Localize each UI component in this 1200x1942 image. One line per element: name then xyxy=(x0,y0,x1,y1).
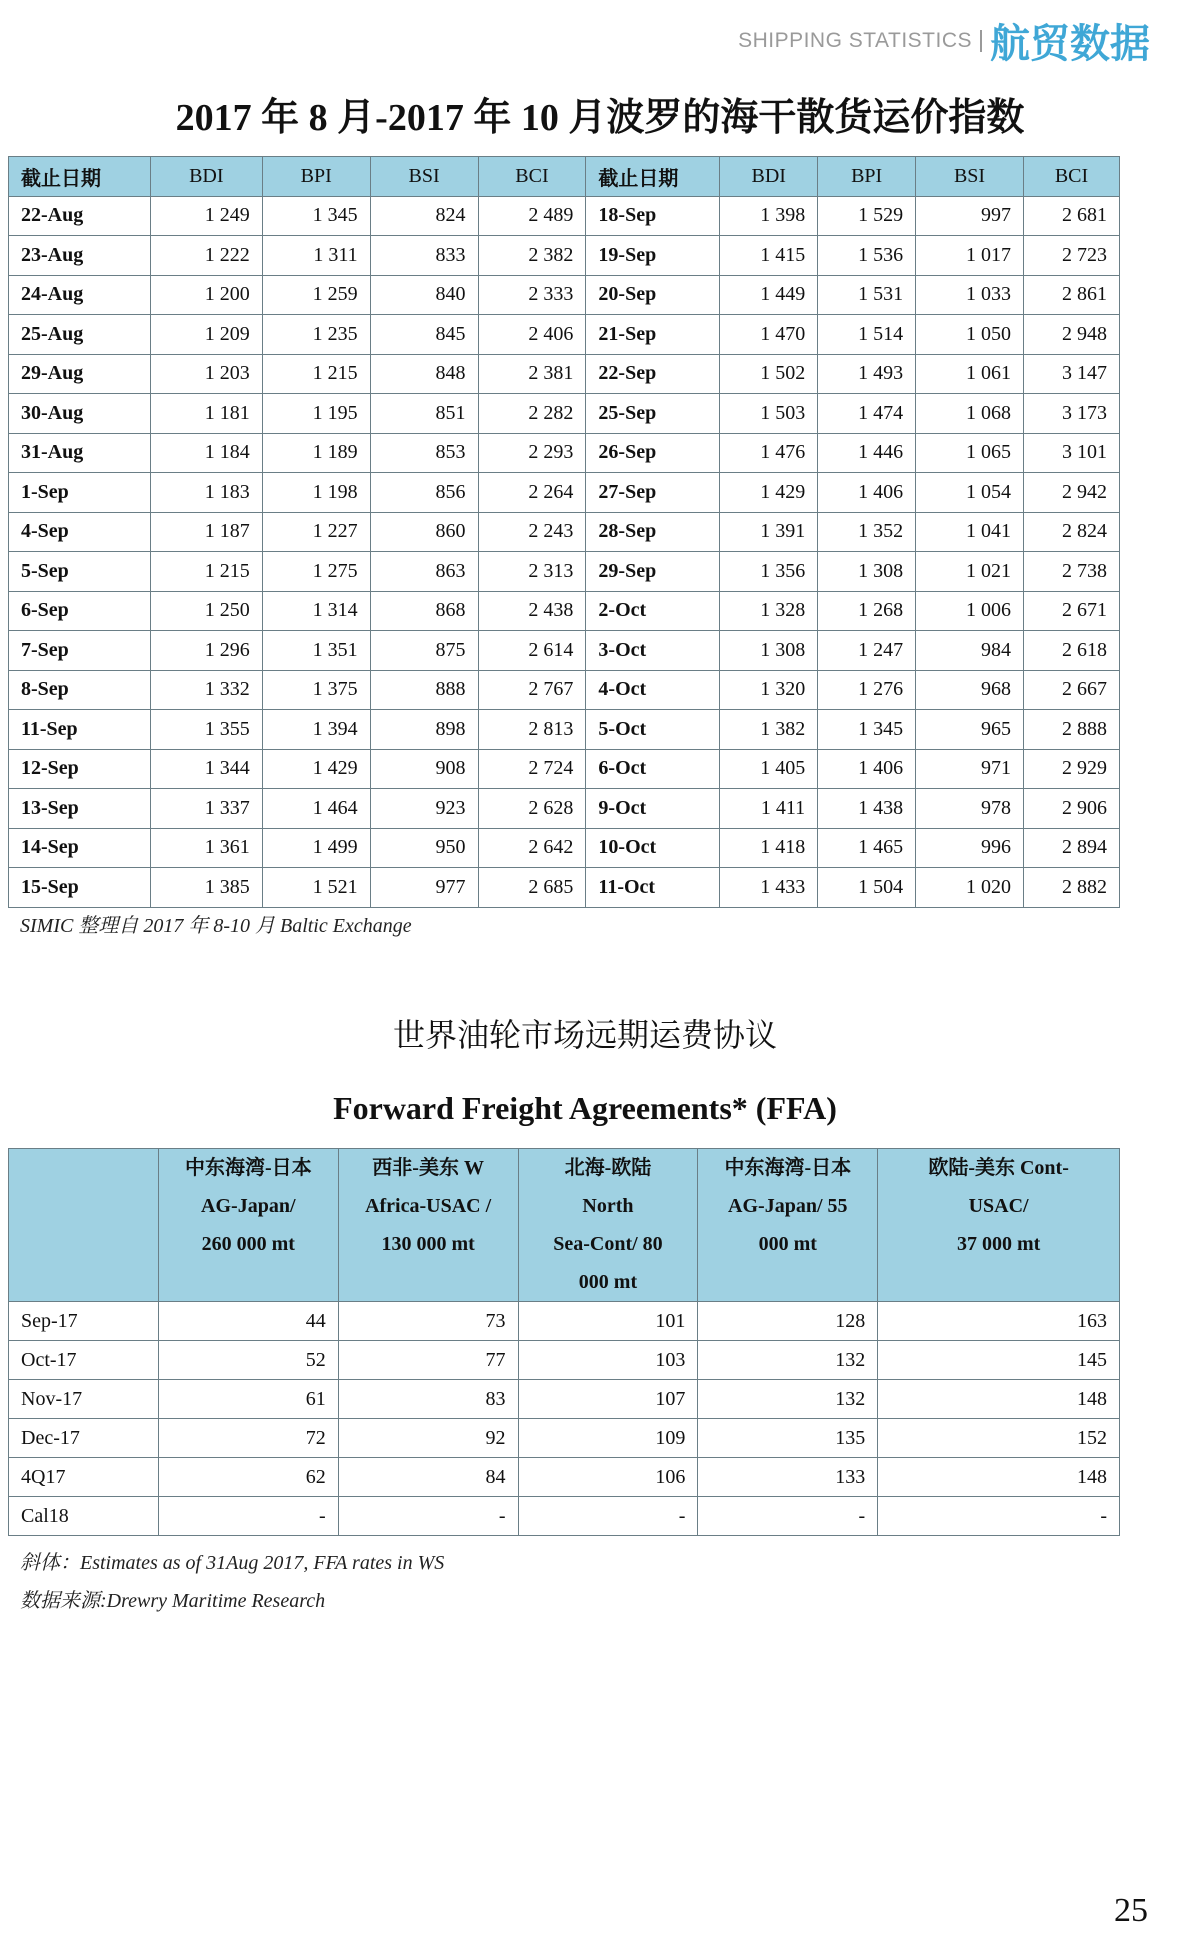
bdi-value-cell: 2 888 xyxy=(1023,710,1119,750)
bdi-value-cell: 971 xyxy=(916,749,1024,789)
ffa-row xyxy=(9,1341,1120,1380)
ffa-row xyxy=(9,1419,1120,1458)
bdi-value-cell: 868 xyxy=(370,591,478,631)
bdi-value-cell: 1 502 xyxy=(720,354,818,394)
bdi-value-cell: 2 282 xyxy=(478,394,586,434)
bdi-row xyxy=(9,552,1120,592)
bdi-date-cell: 4-Oct xyxy=(586,670,720,710)
bdi-value-cell: 898 xyxy=(370,710,478,750)
bdi-value-cell: 1 215 xyxy=(262,354,370,394)
bdi-value-cell: 1 531 xyxy=(818,275,916,315)
bdi-row xyxy=(9,631,1120,671)
bdi-value-cell: 1 375 xyxy=(262,670,370,710)
bdi-value-cell: 1 328 xyxy=(720,591,818,631)
ffa-value-cell: 61 xyxy=(158,1380,338,1419)
bdi-date-cell: 22-Aug xyxy=(9,196,151,236)
bdi-row xyxy=(9,196,1120,236)
bdi-col-header: BSI xyxy=(916,157,1024,197)
bdi-value-cell: 1 514 xyxy=(818,315,916,355)
bdi-value-cell: 2 824 xyxy=(1023,512,1119,552)
bdi-date-cell: 2-Oct xyxy=(586,591,720,631)
bdi-date-cell: 14-Sep xyxy=(9,828,151,868)
bdi-row xyxy=(9,236,1120,276)
ffa-value-cell: 132 xyxy=(698,1380,878,1419)
bdi-value-cell: 1 200 xyxy=(150,275,262,315)
bdi-date-cell: 1-Sep xyxy=(9,473,151,513)
bdi-value-cell: 1 311 xyxy=(262,236,370,276)
bdi-value-cell: 1 247 xyxy=(818,631,916,671)
bdi-header-row xyxy=(9,157,1120,197)
bdi-value-cell: 833 xyxy=(370,236,478,276)
ffa-header-line: 欧陆-美东 Cont- xyxy=(928,1157,1069,1179)
ffa-header-line: 北海-欧陆 xyxy=(564,1157,652,1179)
bdi-value-cell: 2 293 xyxy=(478,433,586,473)
ffa-row xyxy=(9,1302,1120,1341)
bdi-value-cell: 1 405 xyxy=(720,749,818,789)
bdi-value-cell: 1 065 xyxy=(916,433,1024,473)
ffa-col-header xyxy=(698,1149,878,1302)
bdi-value-cell: 1 438 xyxy=(818,789,916,829)
ffa-value-cell: 103 xyxy=(518,1341,698,1380)
ffa-value-cell: 128 xyxy=(698,1302,878,1341)
bdi-date-cell: 11-Oct xyxy=(586,868,720,908)
bdi-table xyxy=(8,156,1120,908)
bdi-value-cell: 1 235 xyxy=(262,315,370,355)
bdi-date-cell: 24-Aug xyxy=(9,275,151,315)
bdi-date-cell: 30-Aug xyxy=(9,394,151,434)
ffa-value-cell: 133 xyxy=(698,1458,878,1497)
ffa-col-header xyxy=(158,1149,338,1302)
bdi-date-cell: 6-Oct xyxy=(586,749,720,789)
bdi-value-cell: 1 449 xyxy=(720,275,818,315)
bdi-value-cell: 1 041 xyxy=(916,512,1024,552)
ffa-value-cell: - xyxy=(698,1497,878,1536)
ffa-table xyxy=(8,1148,1120,1536)
bdi-date-cell: 27-Sep xyxy=(586,473,720,513)
bdi-value-cell: 848 xyxy=(370,354,478,394)
ffa-col-header xyxy=(878,1149,1120,1302)
bdi-value-cell: 1 385 xyxy=(150,868,262,908)
bdi-value-cell: 2 813 xyxy=(478,710,586,750)
bdi-value-cell: 1 433 xyxy=(720,868,818,908)
bdi-value-cell: 1 250 xyxy=(150,591,262,631)
bdi-value-cell: 1 215 xyxy=(150,552,262,592)
ffa-value-cell: 83 xyxy=(338,1380,518,1419)
bdi-value-cell: 1 259 xyxy=(262,275,370,315)
bdi-value-cell: 1 296 xyxy=(150,631,262,671)
bdi-date-cell: 26-Sep xyxy=(586,433,720,473)
ffa-value-cell: 109 xyxy=(518,1419,698,1458)
bdi-row xyxy=(9,354,1120,394)
bdi-value-cell: 1 504 xyxy=(818,868,916,908)
bdi-value-cell: 1 187 xyxy=(150,512,262,552)
bdi-value-cell: 2 894 xyxy=(1023,828,1119,868)
ffa-header-line: AG-Japan/ 55 xyxy=(728,1195,848,1217)
bdi-value-cell: 1 429 xyxy=(720,473,818,513)
bdi-date-cell: 4-Sep xyxy=(9,512,151,552)
bdi-col-header: BSI xyxy=(370,157,478,197)
ffa-value-cell: 44 xyxy=(158,1302,338,1341)
bdi-value-cell: 1 503 xyxy=(720,394,818,434)
header-divider xyxy=(980,30,982,52)
bdi-value-cell: 1 356 xyxy=(720,552,818,592)
bdi-date-cell: 25-Sep xyxy=(586,394,720,434)
ffa-source-note: 数据来源:Drewry Maritime Research xyxy=(20,1590,326,1612)
ffa-value-cell: 62 xyxy=(158,1458,338,1497)
header-cn: 航贸数据 xyxy=(990,21,1150,67)
ffa-header-line: 37 000 mt xyxy=(956,1233,1041,1255)
bdi-value-cell: 853 xyxy=(370,433,478,473)
bdi-date-cell: 7-Sep xyxy=(9,631,151,671)
bdi-value-cell: 1 345 xyxy=(262,196,370,236)
bdi-value-cell: 1 222 xyxy=(150,236,262,276)
ffa-period-cell: Nov-17 xyxy=(9,1380,159,1419)
bdi-value-cell: 2 642 xyxy=(478,828,586,868)
bdi-value-cell: 1 470 xyxy=(720,315,818,355)
bdi-date-cell: 13-Sep xyxy=(9,789,151,829)
bdi-value-cell: 2 723 xyxy=(1023,236,1119,276)
ffa-value-cell: 132 xyxy=(698,1341,878,1380)
bdi-value-cell: 1 320 xyxy=(720,670,818,710)
bdi-value-cell: 1 529 xyxy=(818,196,916,236)
bdi-value-cell: 1 493 xyxy=(818,354,916,394)
bdi-value-cell: 1 361 xyxy=(150,828,262,868)
bdi-value-cell: 2 489 xyxy=(478,196,586,236)
bdi-value-cell: 2 861 xyxy=(1023,275,1119,315)
bdi-row xyxy=(9,710,1120,750)
bdi-value-cell: 1 189 xyxy=(262,433,370,473)
bdi-value-cell: 1 308 xyxy=(818,552,916,592)
ffa-estimate-note: 斜体：Estimates as of 31Aug 2017, FFA rates in WS xyxy=(20,1552,445,1574)
bdi-value-cell: 851 xyxy=(370,394,478,434)
ffa-col-header xyxy=(338,1149,518,1302)
bdi-row xyxy=(9,868,1120,908)
bdi-value-cell: 1 465 xyxy=(818,828,916,868)
bdi-date-cell: 12-Sep xyxy=(9,749,151,789)
bdi-value-cell: 1 275 xyxy=(262,552,370,592)
bdi-value-cell: 1 382 xyxy=(720,710,818,750)
bdi-value-cell: 1 418 xyxy=(720,828,818,868)
bdi-value-cell: 1 406 xyxy=(818,749,916,789)
bdi-value-cell: 1 536 xyxy=(818,236,916,276)
bdi-row xyxy=(9,789,1120,829)
ffa-header-line: USAC/ xyxy=(968,1195,1029,1217)
bdi-value-cell: 1 017 xyxy=(916,236,1024,276)
bdi-value-cell: 2 948 xyxy=(1023,315,1119,355)
ffa-value-cell: - xyxy=(158,1497,338,1536)
bdi-value-cell: 2 618 xyxy=(1023,631,1119,671)
bdi-col-header: BDI xyxy=(720,157,818,197)
bdi-value-cell: 1 020 xyxy=(916,868,1024,908)
bdi-value-cell: 2 243 xyxy=(478,512,586,552)
bdi-date-cell: 8-Sep xyxy=(9,670,151,710)
bdi-value-cell: 3 147 xyxy=(1023,354,1119,394)
ffa-header-line: 000 mt xyxy=(758,1233,817,1255)
bdi-value-cell: 2 406 xyxy=(478,315,586,355)
bdi-value-cell: 1 415 xyxy=(720,236,818,276)
bdi-value-cell: 2 333 xyxy=(478,275,586,315)
bdi-value-cell: 1 344 xyxy=(150,749,262,789)
bdi-date-cell: 10-Oct xyxy=(586,828,720,868)
bdi-value-cell: 1 227 xyxy=(262,512,370,552)
bdi-date-cell: 3-Oct xyxy=(586,631,720,671)
bdi-value-cell: 863 xyxy=(370,552,478,592)
ffa-header-row xyxy=(9,1149,1120,1302)
bdi-value-cell: 1 394 xyxy=(262,710,370,750)
bdi-date-cell: 6-Sep xyxy=(9,591,151,631)
bdi-value-cell: 2 738 xyxy=(1023,552,1119,592)
ffa-col-header xyxy=(518,1149,698,1302)
bdi-row xyxy=(9,512,1120,552)
bdi-value-cell: 2 724 xyxy=(478,749,586,789)
page-number: 25 xyxy=(1114,1892,1148,1929)
ffa-value-cell: 72 xyxy=(158,1419,338,1458)
ffa-period-cell: Cal18 xyxy=(9,1497,159,1536)
bdi-value-cell: 2 438 xyxy=(478,591,586,631)
bdi-date-cell: 21-Sep xyxy=(586,315,720,355)
bdi-value-cell: 1 521 xyxy=(262,868,370,908)
ffa-value-cell: - xyxy=(518,1497,698,1536)
ffa-value-cell: 92 xyxy=(338,1419,518,1458)
bdi-value-cell: 1 203 xyxy=(150,354,262,394)
ffa-value-cell: 52 xyxy=(158,1341,338,1380)
bdi-date-cell: 15-Sep xyxy=(9,868,151,908)
bdi-value-cell: 977 xyxy=(370,868,478,908)
bdi-row xyxy=(9,670,1120,710)
bdi-date-cell: 29-Sep xyxy=(586,552,720,592)
bdi-date-cell: 22-Sep xyxy=(586,354,720,394)
bdi-row xyxy=(9,749,1120,789)
bdi-value-cell: 2 671 xyxy=(1023,591,1119,631)
bdi-value-cell: 1 337 xyxy=(150,789,262,829)
bdi-value-cell: 950 xyxy=(370,828,478,868)
bdi-date-cell: 31-Aug xyxy=(9,433,151,473)
bdi-value-cell: 3 173 xyxy=(1023,394,1119,434)
ffa-header-line: 中东海湾-日本 xyxy=(724,1157,852,1179)
bdi-date-cell: 25-Aug xyxy=(9,315,151,355)
ffa-row xyxy=(9,1380,1120,1419)
bdi-col-header: 截止日期 xyxy=(586,157,720,197)
bdi-value-cell: 1 332 xyxy=(150,670,262,710)
bdi-value-cell: 2 681 xyxy=(1023,196,1119,236)
bdi-date-cell: 28-Sep xyxy=(586,512,720,552)
bdi-value-cell: 2 942 xyxy=(1023,473,1119,513)
header-en: SHIPPING STATISTICS xyxy=(738,28,972,52)
bdi-value-cell: 1 474 xyxy=(818,394,916,434)
ffa-value-cell: 148 xyxy=(878,1380,1120,1419)
bdi-value-cell: 2 313 xyxy=(478,552,586,592)
bdi-value-cell: 1 391 xyxy=(720,512,818,552)
ffa-value-cell: 84 xyxy=(338,1458,518,1497)
bdi-col-header: 截止日期 xyxy=(9,157,151,197)
bdi-value-cell: 1 183 xyxy=(150,473,262,513)
bdi-value-cell: 984 xyxy=(916,631,1024,671)
bdi-value-cell: 1 184 xyxy=(150,433,262,473)
bdi-value-cell: 1 249 xyxy=(150,196,262,236)
bdi-value-cell: 875 xyxy=(370,631,478,671)
bdi-value-cell: 3 101 xyxy=(1023,433,1119,473)
bdi-value-cell: 2 667 xyxy=(1023,670,1119,710)
page-header xyxy=(738,12,1150,69)
ffa-value-cell: 145 xyxy=(878,1341,1120,1380)
bdi-value-cell: 860 xyxy=(370,512,478,552)
ffa-col-header xyxy=(9,1149,159,1302)
bdi-value-cell: 824 xyxy=(370,196,478,236)
ffa-value-cell: 163 xyxy=(878,1302,1120,1341)
bdi-value-cell: 1 351 xyxy=(262,631,370,671)
bdi-value-cell: 978 xyxy=(916,789,1024,829)
bdi-value-cell: 1 033 xyxy=(916,275,1024,315)
bdi-value-cell: 968 xyxy=(916,670,1024,710)
bdi-value-cell: 1 195 xyxy=(262,394,370,434)
ffa-title-en: Forward Freight Agreements* (FFA) xyxy=(333,1090,837,1126)
bdi-row xyxy=(9,315,1120,355)
bdi-date-cell: 23-Aug xyxy=(9,236,151,276)
bdi-col-header: BPI xyxy=(262,157,370,197)
bdi-value-cell: 856 xyxy=(370,473,478,513)
bdi-value-cell: 965 xyxy=(916,710,1024,750)
bdi-value-cell: 1 476 xyxy=(720,433,818,473)
bdi-value-cell: 1 345 xyxy=(818,710,916,750)
bdi-date-cell: 20-Sep xyxy=(586,275,720,315)
bdi-value-cell: 1 276 xyxy=(818,670,916,710)
bdi-value-cell: 1 499 xyxy=(262,828,370,868)
bdi-date-cell: 19-Sep xyxy=(586,236,720,276)
bdi-value-cell: 1 054 xyxy=(916,473,1024,513)
bdi-row xyxy=(9,828,1120,868)
bdi-value-cell: 997 xyxy=(916,196,1024,236)
bdi-value-cell: 1 446 xyxy=(818,433,916,473)
ffa-header-line: 130 000 mt xyxy=(381,1233,475,1255)
ffa-title-cn: 世界油轮市场远期运费协议 xyxy=(392,1016,777,1054)
bdi-value-cell: 1 181 xyxy=(150,394,262,434)
bdi-value-cell: 1 429 xyxy=(262,749,370,789)
ffa-value-cell: 135 xyxy=(698,1419,878,1458)
bdi-value-cell: 1 209 xyxy=(150,315,262,355)
ffa-value-cell: 73 xyxy=(338,1302,518,1341)
bdi-value-cell: 1 308 xyxy=(720,631,818,671)
bdi-date-cell: 18-Sep xyxy=(586,196,720,236)
ffa-header-line: Africa-USAC / xyxy=(365,1195,492,1217)
bdi-value-cell: 2 767 xyxy=(478,670,586,710)
ffa-period-cell: Sep-17 xyxy=(9,1302,159,1341)
bdi-row xyxy=(9,275,1120,315)
bdi-value-cell: 2 685 xyxy=(478,868,586,908)
bdi-value-cell: 996 xyxy=(916,828,1024,868)
bdi-value-cell: 1 406 xyxy=(818,473,916,513)
ffa-period-cell: 4Q17 xyxy=(9,1458,159,1497)
ffa-value-cell: 77 xyxy=(338,1341,518,1380)
bdi-value-cell: 2 906 xyxy=(1023,789,1119,829)
bdi-value-cell: 1 352 xyxy=(818,512,916,552)
ffa-value-cell: - xyxy=(878,1497,1120,1536)
bdi-value-cell: 1 464 xyxy=(262,789,370,829)
ffa-row xyxy=(9,1458,1120,1497)
bdi-value-cell: 1 198 xyxy=(262,473,370,513)
bdi-col-header: BDI xyxy=(150,157,262,197)
bdi-value-cell: 2 614 xyxy=(478,631,586,671)
bdi-value-cell: 845 xyxy=(370,315,478,355)
ffa-row xyxy=(9,1497,1120,1536)
bdi-value-cell: 840 xyxy=(370,275,478,315)
bdi-value-cell: 888 xyxy=(370,670,478,710)
bdi-col-header: BCI xyxy=(1023,157,1119,197)
bdi-row xyxy=(9,433,1120,473)
ffa-header-line: 000 mt xyxy=(578,1271,638,1293)
bdi-date-cell: 9-Oct xyxy=(586,789,720,829)
ffa-header-line: 中东海湾-日本 xyxy=(184,1157,312,1179)
ffa-period-cell: Oct-17 xyxy=(9,1341,159,1380)
bdi-row xyxy=(9,591,1120,631)
bdi-date-cell: 5-Sep xyxy=(9,552,151,592)
bdi-value-cell: 1 068 xyxy=(916,394,1024,434)
bdi-value-cell: 908 xyxy=(370,749,478,789)
bdi-value-cell: 2 882 xyxy=(1023,868,1119,908)
bdi-value-cell: 1 411 xyxy=(720,789,818,829)
bdi-value-cell: 2 628 xyxy=(478,789,586,829)
bdi-value-cell: 2 382 xyxy=(478,236,586,276)
bdi-date-cell: 5-Oct xyxy=(586,710,720,750)
bdi-value-cell: 1 021 xyxy=(916,552,1024,592)
ffa-value-cell: 148 xyxy=(878,1458,1120,1497)
ffa-header-line: Sea-Cont/ 80 xyxy=(553,1233,663,1255)
bdi-value-cell: 923 xyxy=(370,789,478,829)
bdi-value-cell: 1 268 xyxy=(818,591,916,631)
bdi-value-cell: 1 050 xyxy=(916,315,1024,355)
bdi-date-cell: 11-Sep xyxy=(9,710,151,750)
bdi-value-cell: 1 398 xyxy=(720,196,818,236)
bdi-value-cell: 1 061 xyxy=(916,354,1024,394)
bdi-value-cell: 1 355 xyxy=(150,710,262,750)
ffa-value-cell: 101 xyxy=(518,1302,698,1341)
bdi-value-cell: 1 006 xyxy=(916,591,1024,631)
ffa-value-cell: 107 xyxy=(518,1380,698,1419)
ffa-header-line: 260 000 mt xyxy=(201,1233,295,1255)
bdi-value-cell: 2 381 xyxy=(478,354,586,394)
ffa-value-cell: 152 xyxy=(878,1419,1120,1458)
ffa-value-cell: - xyxy=(338,1497,518,1536)
bdi-value-cell: 2 929 xyxy=(1023,749,1119,789)
bdi-source-note: SIMIC 整理自 2017 年 8-10 月 Baltic Exchange xyxy=(20,915,412,937)
bdi-value-cell: 2 264 xyxy=(478,473,586,513)
bdi-col-header: BCI xyxy=(478,157,586,197)
bdi-date-cell: 29-Aug xyxy=(9,354,151,394)
ffa-value-cell: 106 xyxy=(518,1458,698,1497)
ffa-header-line: 西非-美东 W xyxy=(372,1157,484,1179)
ffa-header-line: North xyxy=(582,1195,634,1217)
bdi-row xyxy=(9,473,1120,513)
bdi-col-header: BPI xyxy=(818,157,916,197)
bdi-title: 2017 年 8 月-2017 年 10 月波罗的海干散货运价指数 xyxy=(175,97,1025,139)
ffa-header-line: AG-Japan/ xyxy=(201,1195,296,1217)
bdi-row xyxy=(9,394,1120,434)
bdi-value-cell: 1 314 xyxy=(262,591,370,631)
ffa-period-cell: Dec-17 xyxy=(9,1419,159,1458)
